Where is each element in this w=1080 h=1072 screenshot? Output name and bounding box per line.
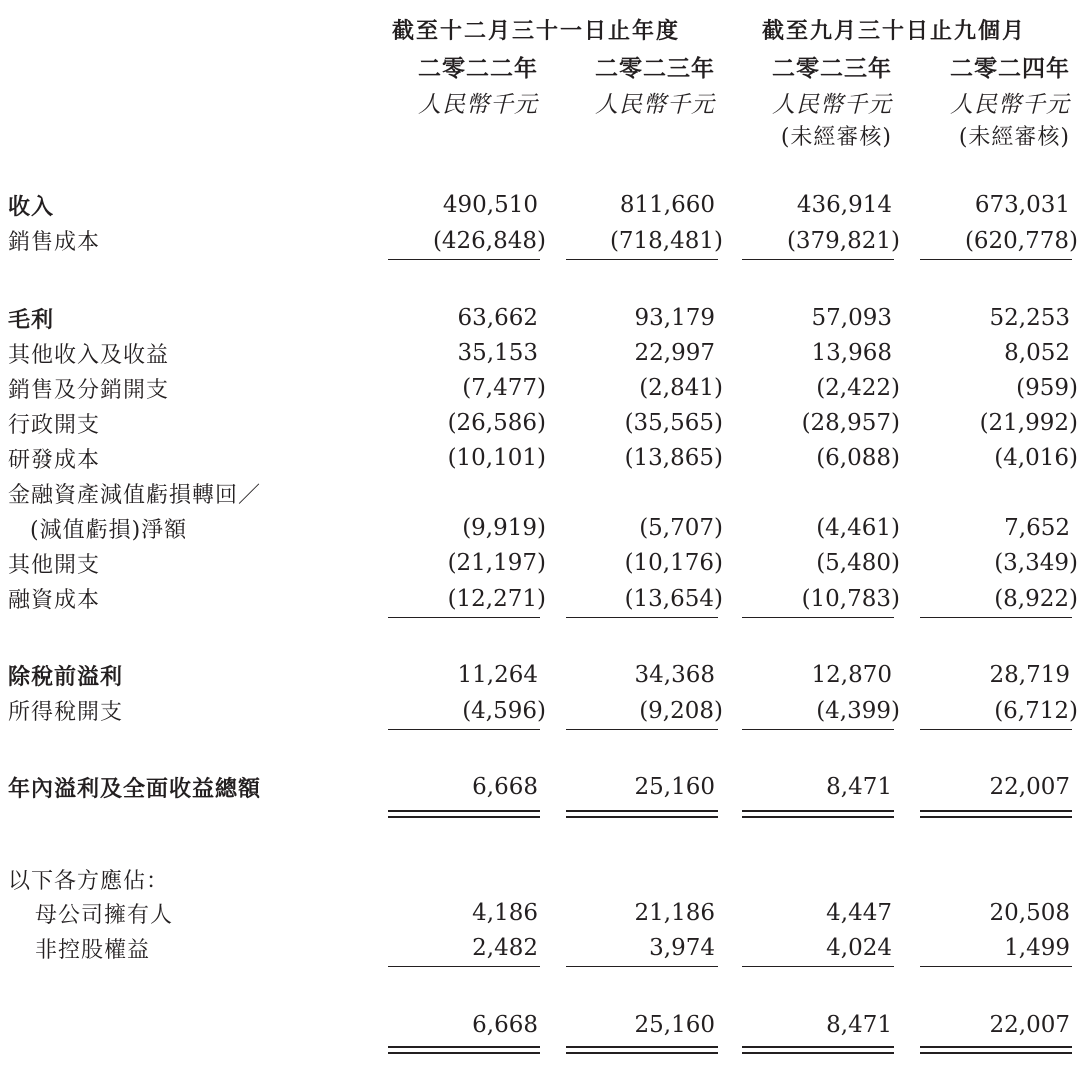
nci-label: 非控股權益: [35, 938, 151, 963]
grand-total-col2: 25,160: [634, 1012, 715, 1038]
admin-expenses-col2: (35,565): [624, 410, 723, 436]
double-rule-col4: [920, 1046, 1072, 1054]
header-annual-period: 截至十二月三十一日止年度: [392, 18, 681, 44]
other-expenses-col2: (10,176): [624, 550, 723, 576]
header-year-col2: 二零二三年: [595, 55, 715, 82]
double-rule-col1: [388, 1046, 540, 1054]
revenue-col3: 436,914: [796, 192, 892, 218]
double-rule-col3: [742, 810, 894, 818]
impairment-label-line1: 金融資產減值虧損轉回／: [8, 483, 262, 508]
gross-profit-col3: 57,093: [811, 305, 892, 331]
admin-expenses-col4: (21,992): [979, 410, 1078, 436]
admin-expenses-label: 行政開支: [8, 413, 101, 438]
rule-col4: [920, 729, 1072, 730]
other-expenses-col3: (5,480): [816, 550, 900, 576]
impairment-col3: (4,461): [816, 515, 900, 541]
total-comprehensive-label: 年內溢利及全面收益總額: [8, 776, 262, 802]
other-income-col4: 8,052: [1004, 340, 1070, 366]
other-income-col3: 13,968: [811, 340, 892, 366]
rule-col3: [742, 729, 894, 730]
rule-col2: [566, 259, 718, 260]
rule-col3: [742, 966, 894, 967]
double-rule-col4: [920, 810, 1072, 818]
admin-expenses-col1: (26,586): [447, 410, 546, 436]
header-year-col4: 二零二四年: [950, 55, 1070, 82]
double-rule-col1: [388, 810, 540, 818]
cost-of-sales-col1: (426,848): [432, 228, 546, 254]
owners-col4: 20,508: [989, 900, 1070, 926]
header-currency-col3: 人民幣千元: [772, 92, 892, 118]
finance-costs-col2: (13,654): [624, 586, 723, 612]
impairment-col2: (5,707): [639, 515, 723, 541]
nci-col4: 1,499: [1004, 935, 1070, 961]
rule-col3: [742, 259, 894, 260]
grand-total-col1: 6,668: [472, 1012, 538, 1038]
total-comprehensive-col2: 25,160: [634, 774, 715, 800]
selling-expenses-col3: (2,422): [816, 375, 900, 401]
impairment-col4: 7,652: [1004, 515, 1070, 541]
finance-costs-col3: (10,783): [801, 586, 900, 612]
finance-costs-col4: (8,922): [994, 586, 1078, 612]
double-rule-col2: [566, 1046, 718, 1054]
total-comprehensive-col3: 8,471: [826, 774, 892, 800]
other-income-col2: 22,997: [634, 340, 715, 366]
revenue-label: 收入: [8, 194, 55, 220]
rd-costs-col3: (6,088): [816, 445, 900, 471]
header-year-col3: 二零二三年: [772, 55, 892, 82]
owners-label: 母公司擁有人: [35, 903, 174, 928]
gross-profit-label: 毛利: [8, 307, 55, 333]
total-comprehensive-col4: 22,007: [989, 774, 1070, 800]
rd-costs-label: 研發成本: [8, 448, 101, 473]
nci-col3: 4,024: [826, 935, 892, 961]
header-unaudited-col4: (未經審核): [958, 125, 1070, 150]
rd-costs-col4: (4,016): [994, 445, 1078, 471]
finance-costs-col1: (12,271): [447, 586, 546, 612]
income-tax-col2: (9,208): [639, 698, 723, 724]
revenue-col4: 673,031: [974, 192, 1070, 218]
gross-profit-col4: 52,253: [989, 305, 1070, 331]
other-income-label: 其他收入及收益: [8, 343, 170, 368]
grand-total-col3: 8,471: [826, 1012, 892, 1038]
selling-expenses-col4: (959): [1016, 375, 1078, 401]
impairment-col1: (9,919): [462, 515, 546, 541]
nci-col1: 2,482: [472, 935, 538, 961]
cost-of-sales-col3: (379,821): [786, 228, 900, 254]
rule-col1: [388, 617, 540, 618]
profit-before-tax-col4: 28,719: [989, 662, 1070, 688]
rule-col4: [920, 259, 1072, 260]
impairment-label-line2: (減值虧損)淨額: [30, 518, 188, 543]
header-unaudited-col3: (未經審核): [780, 125, 892, 150]
income-tax-label: 所得稅開支: [8, 700, 124, 725]
rule-col1: [388, 259, 540, 260]
double-rule-col2: [566, 810, 718, 818]
other-expenses-label: 其他開支: [8, 553, 101, 578]
header-year-col1: 二零二二年: [418, 55, 538, 82]
revenue-col2: 811,660: [619, 192, 715, 218]
rule-col4: [920, 966, 1072, 967]
income-tax-col3: (4,399): [816, 698, 900, 724]
cost-of-sales-col4: (620,778): [964, 228, 1078, 254]
header-currency-col4: 人民幣千元: [950, 92, 1070, 118]
cost-of-sales-col2: (718,481): [609, 228, 723, 254]
rule-col1: [388, 966, 540, 967]
rule-col1: [388, 729, 540, 730]
owners-col3: 4,447: [826, 900, 892, 926]
owners-col1: 4,186: [472, 900, 538, 926]
header-interim-period: 截至九月三十日止九個月: [762, 18, 1027, 44]
profit-before-tax-col2: 34,368: [634, 662, 715, 688]
profit-before-tax-col3: 12,870: [811, 662, 892, 688]
profit-before-tax-col1: 11,264: [457, 662, 538, 688]
rule-col2: [566, 966, 718, 967]
gross-profit-col2: 93,179: [634, 305, 715, 331]
finance-costs-label: 融資成本: [8, 588, 101, 613]
owners-col2: 21,186: [634, 900, 715, 926]
other-expenses-col4: (3,349): [994, 550, 1078, 576]
income-tax-col4: (6,712): [994, 698, 1078, 724]
profit-before-tax-label: 除稅前溢利: [8, 664, 124, 690]
revenue-col1: 490,510: [442, 192, 538, 218]
income-tax-col1: (4,596): [462, 698, 546, 724]
total-comprehensive-col1: 6,668: [472, 774, 538, 800]
selling-expenses-col2: (2,841): [639, 375, 723, 401]
rule-col4: [920, 617, 1072, 618]
selling-expenses-label: 銷售及分銷開支: [8, 378, 170, 403]
other-income-col1: 35,153: [457, 340, 538, 366]
cost-of-sales-label: 銷售成本: [8, 230, 101, 255]
double-rule-col3: [742, 1046, 894, 1054]
grand-total-col4: 22,007: [989, 1012, 1070, 1038]
rule-col2: [566, 617, 718, 618]
attributable-to-label: 以下各方應佔：: [8, 869, 170, 894]
header-currency-col2: 人民幣千元: [595, 92, 715, 118]
nci-col2: 3,974: [649, 935, 715, 961]
rule-col2: [566, 729, 718, 730]
rule-col3: [742, 617, 894, 618]
rd-costs-col2: (13,865): [624, 445, 723, 471]
selling-expenses-col1: (7,477): [462, 375, 546, 401]
other-expenses-col1: (21,197): [447, 550, 546, 576]
header-currency-col1: 人民幣千元: [418, 92, 538, 118]
rd-costs-col1: (10,101): [447, 445, 546, 471]
gross-profit-col1: 63,662: [457, 305, 538, 331]
admin-expenses-col3: (28,957): [801, 410, 900, 436]
